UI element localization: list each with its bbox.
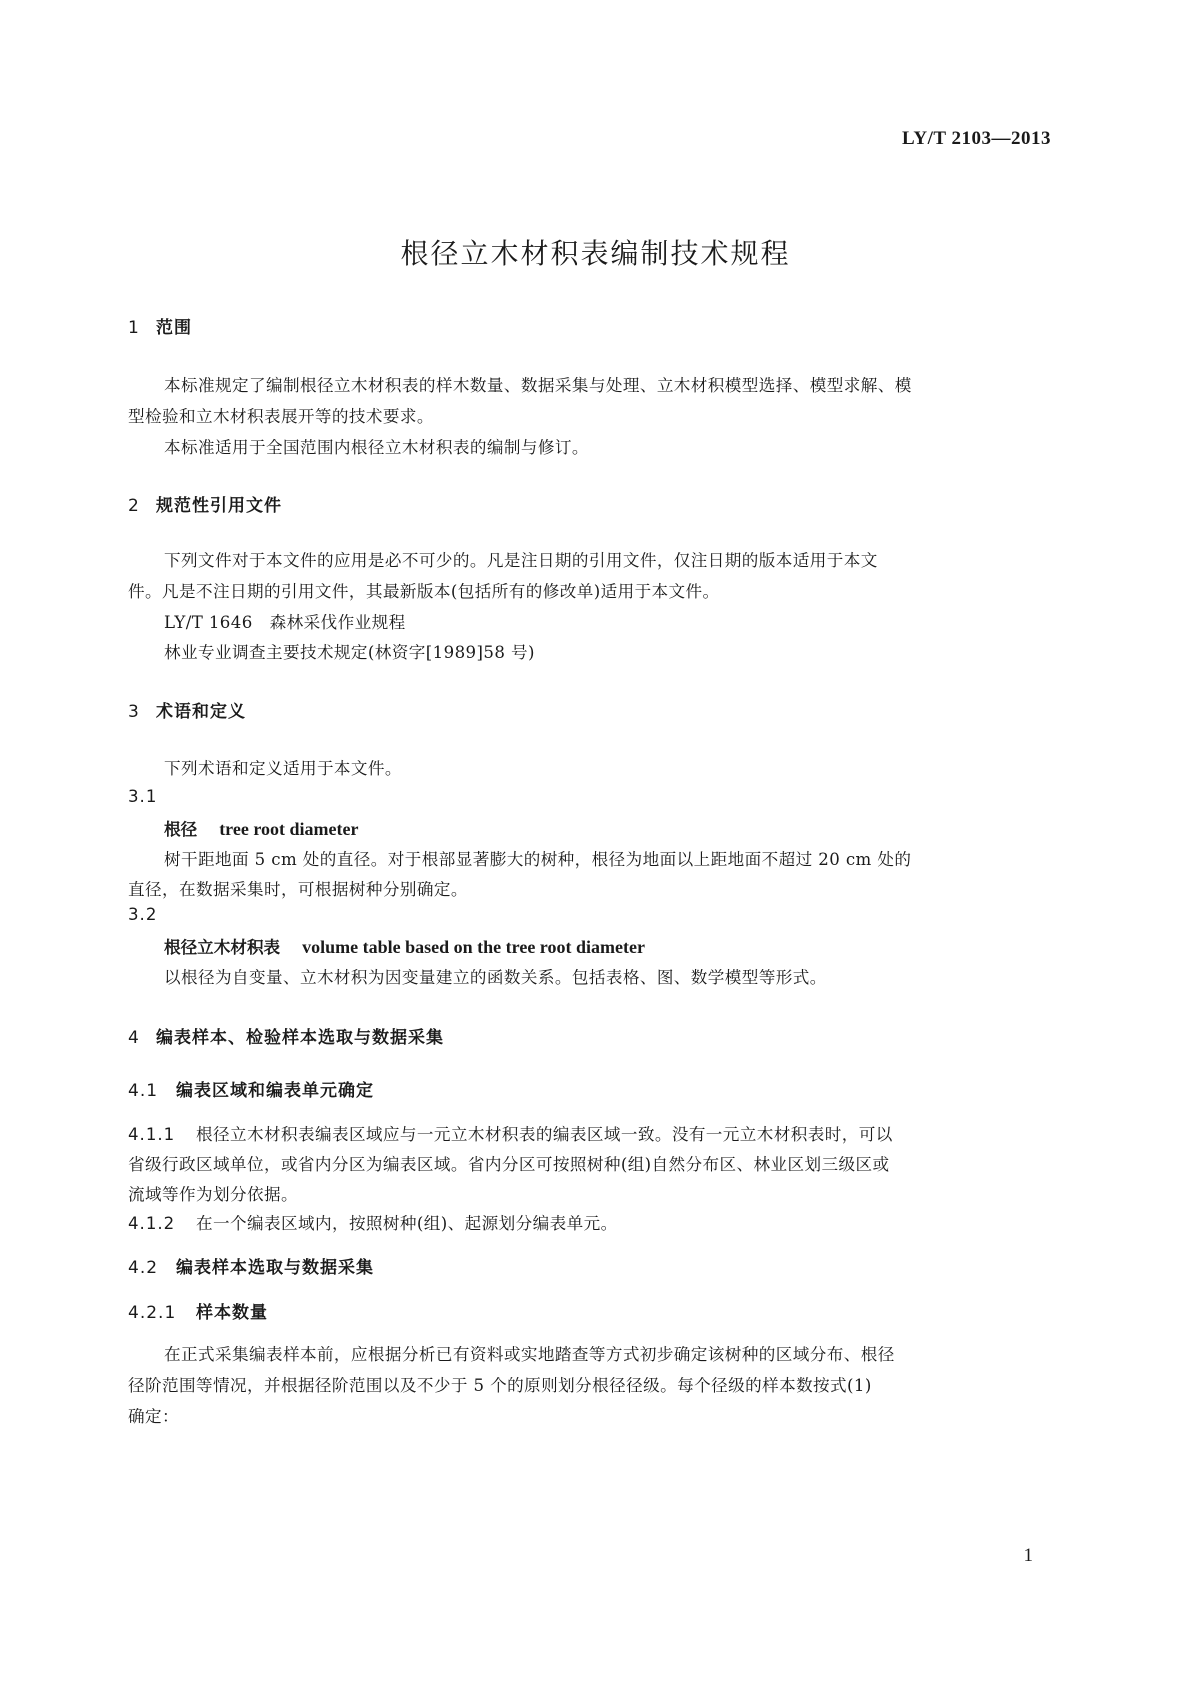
paragraph-line: 下列术语和定义适用于本文件。	[164, 759, 402, 778]
section-title: 编表样本、检验样本选取与数据采集	[156, 1028, 444, 1048]
subsection-4-1-heading	[128, 1076, 374, 1101]
subsection-4-2-1-heading	[128, 1298, 268, 1323]
section-number: 4	[128, 1028, 140, 1048]
term-number: 3.2	[128, 905, 158, 924]
section-title: 编表样本选取与数据采集	[176, 1258, 374, 1278]
section-number: 1	[128, 318, 140, 338]
paragraph-line: 件。凡是不注日期的引用文件，其最新版本(包括所有的修改单)适用于本文件。	[128, 582, 720, 601]
clause-number: 4.1.2	[128, 1214, 176, 1233]
section-number: 4.2.1	[128, 1303, 177, 1323]
term-zh: 根径立木材积表	[164, 938, 281, 957]
term-heading	[164, 934, 645, 958]
paragraph-line: 直径，在数据采集时，可根据树种分别确定。	[128, 880, 468, 899]
section-number: 2	[128, 496, 140, 516]
term-zh: 根径	[164, 820, 198, 839]
section-1-heading	[128, 313, 192, 338]
section-title: 范围	[156, 318, 192, 338]
document-title: 根径立木材积表编制技术规程	[400, 237, 791, 270]
paragraph-line: 省级行政区域单位，或省内分区为编表区域。省内分区可按照树种(组)自然分布区、林业区划三级区或	[128, 1155, 890, 1174]
paragraph-line: 本标准适用于全国范围内根径立木材积表的编制与修订。	[164, 438, 589, 457]
section-number: 4.1	[128, 1081, 159, 1101]
clause-4-1-1	[128, 1121, 893, 1145]
standard-code: LY/T 2103—2013	[901, 128, 1051, 149]
section-title: 术语和定义	[156, 702, 246, 722]
term-en: volume table based on the tree root diameter	[302, 937, 645, 957]
clause-number: 4.1.1	[128, 1125, 176, 1144]
term-number: 3.1	[128, 787, 158, 806]
paragraph-line: 径阶范围等情况，并根据径阶范围以及不少于 5 个的原则划分根径径级。每个径级的样本数按式(1)	[128, 1376, 872, 1395]
clause-text: 在一个编表区域内，按照树种(组)、起源划分编表单元。	[196, 1214, 618, 1233]
clause-text: 根径立木材积表编表区域应与一元立木材积表的编表区域一致。没有一元立木材积表时，可以	[196, 1125, 893, 1144]
section-2-heading	[128, 491, 282, 516]
section-title: 编表区域和编表单元确定	[176, 1081, 374, 1101]
paragraph-line: 本标准规定了编制根径立木材积表的样木数量、数据采集与处理、立木材积模型选择、模型求解、模	[164, 376, 912, 395]
subsection-4-2-heading	[128, 1253, 374, 1278]
section-4-heading	[128, 1023, 444, 1048]
section-number: 3	[128, 702, 140, 722]
paragraph-line: 型检验和立木材积表展开等的技术要求。	[128, 407, 434, 426]
term-en: tree root diameter	[219, 819, 359, 839]
page-number: 1	[1023, 1545, 1033, 1566]
paragraph-line: 以根径为自变量、立木材积为因变量建立的函数关系。包括表格、图、数学模型等形式。	[164, 968, 827, 987]
reference-item: 林业专业调查主要技术规定(林资字[1989]58 号)	[164, 643, 535, 662]
paragraph-line: 下列文件对于本文件的应用是必不可少的。凡是注日期的引用文件，仅注日期的版本适用于本文	[164, 551, 878, 570]
paragraph-line: 在正式采集编表样本前，应根据分析已有资料或实地踏查等方式初步确定该树种的区域分布、根径	[164, 1345, 895, 1364]
paragraph-line: 树干距地面 5 cm 处的直径。对于根部显著膨大的树种，根径为地面以上距地面不超过 20 cm 处的	[164, 850, 912, 869]
reference-item: LY/T 1646 森林采伐作业规程	[164, 613, 406, 632]
section-number: 4.2	[128, 1258, 159, 1278]
clause-4-1-2	[128, 1210, 618, 1234]
paragraph-line: 流域等作为划分依据。	[128, 1185, 298, 1204]
section-title: 规范性引用文件	[156, 496, 282, 516]
paragraph-line: 确定：	[128, 1407, 179, 1426]
section-3-heading	[128, 697, 246, 722]
term-heading	[164, 816, 358, 840]
section-title: 样本数量	[196, 1303, 268, 1323]
